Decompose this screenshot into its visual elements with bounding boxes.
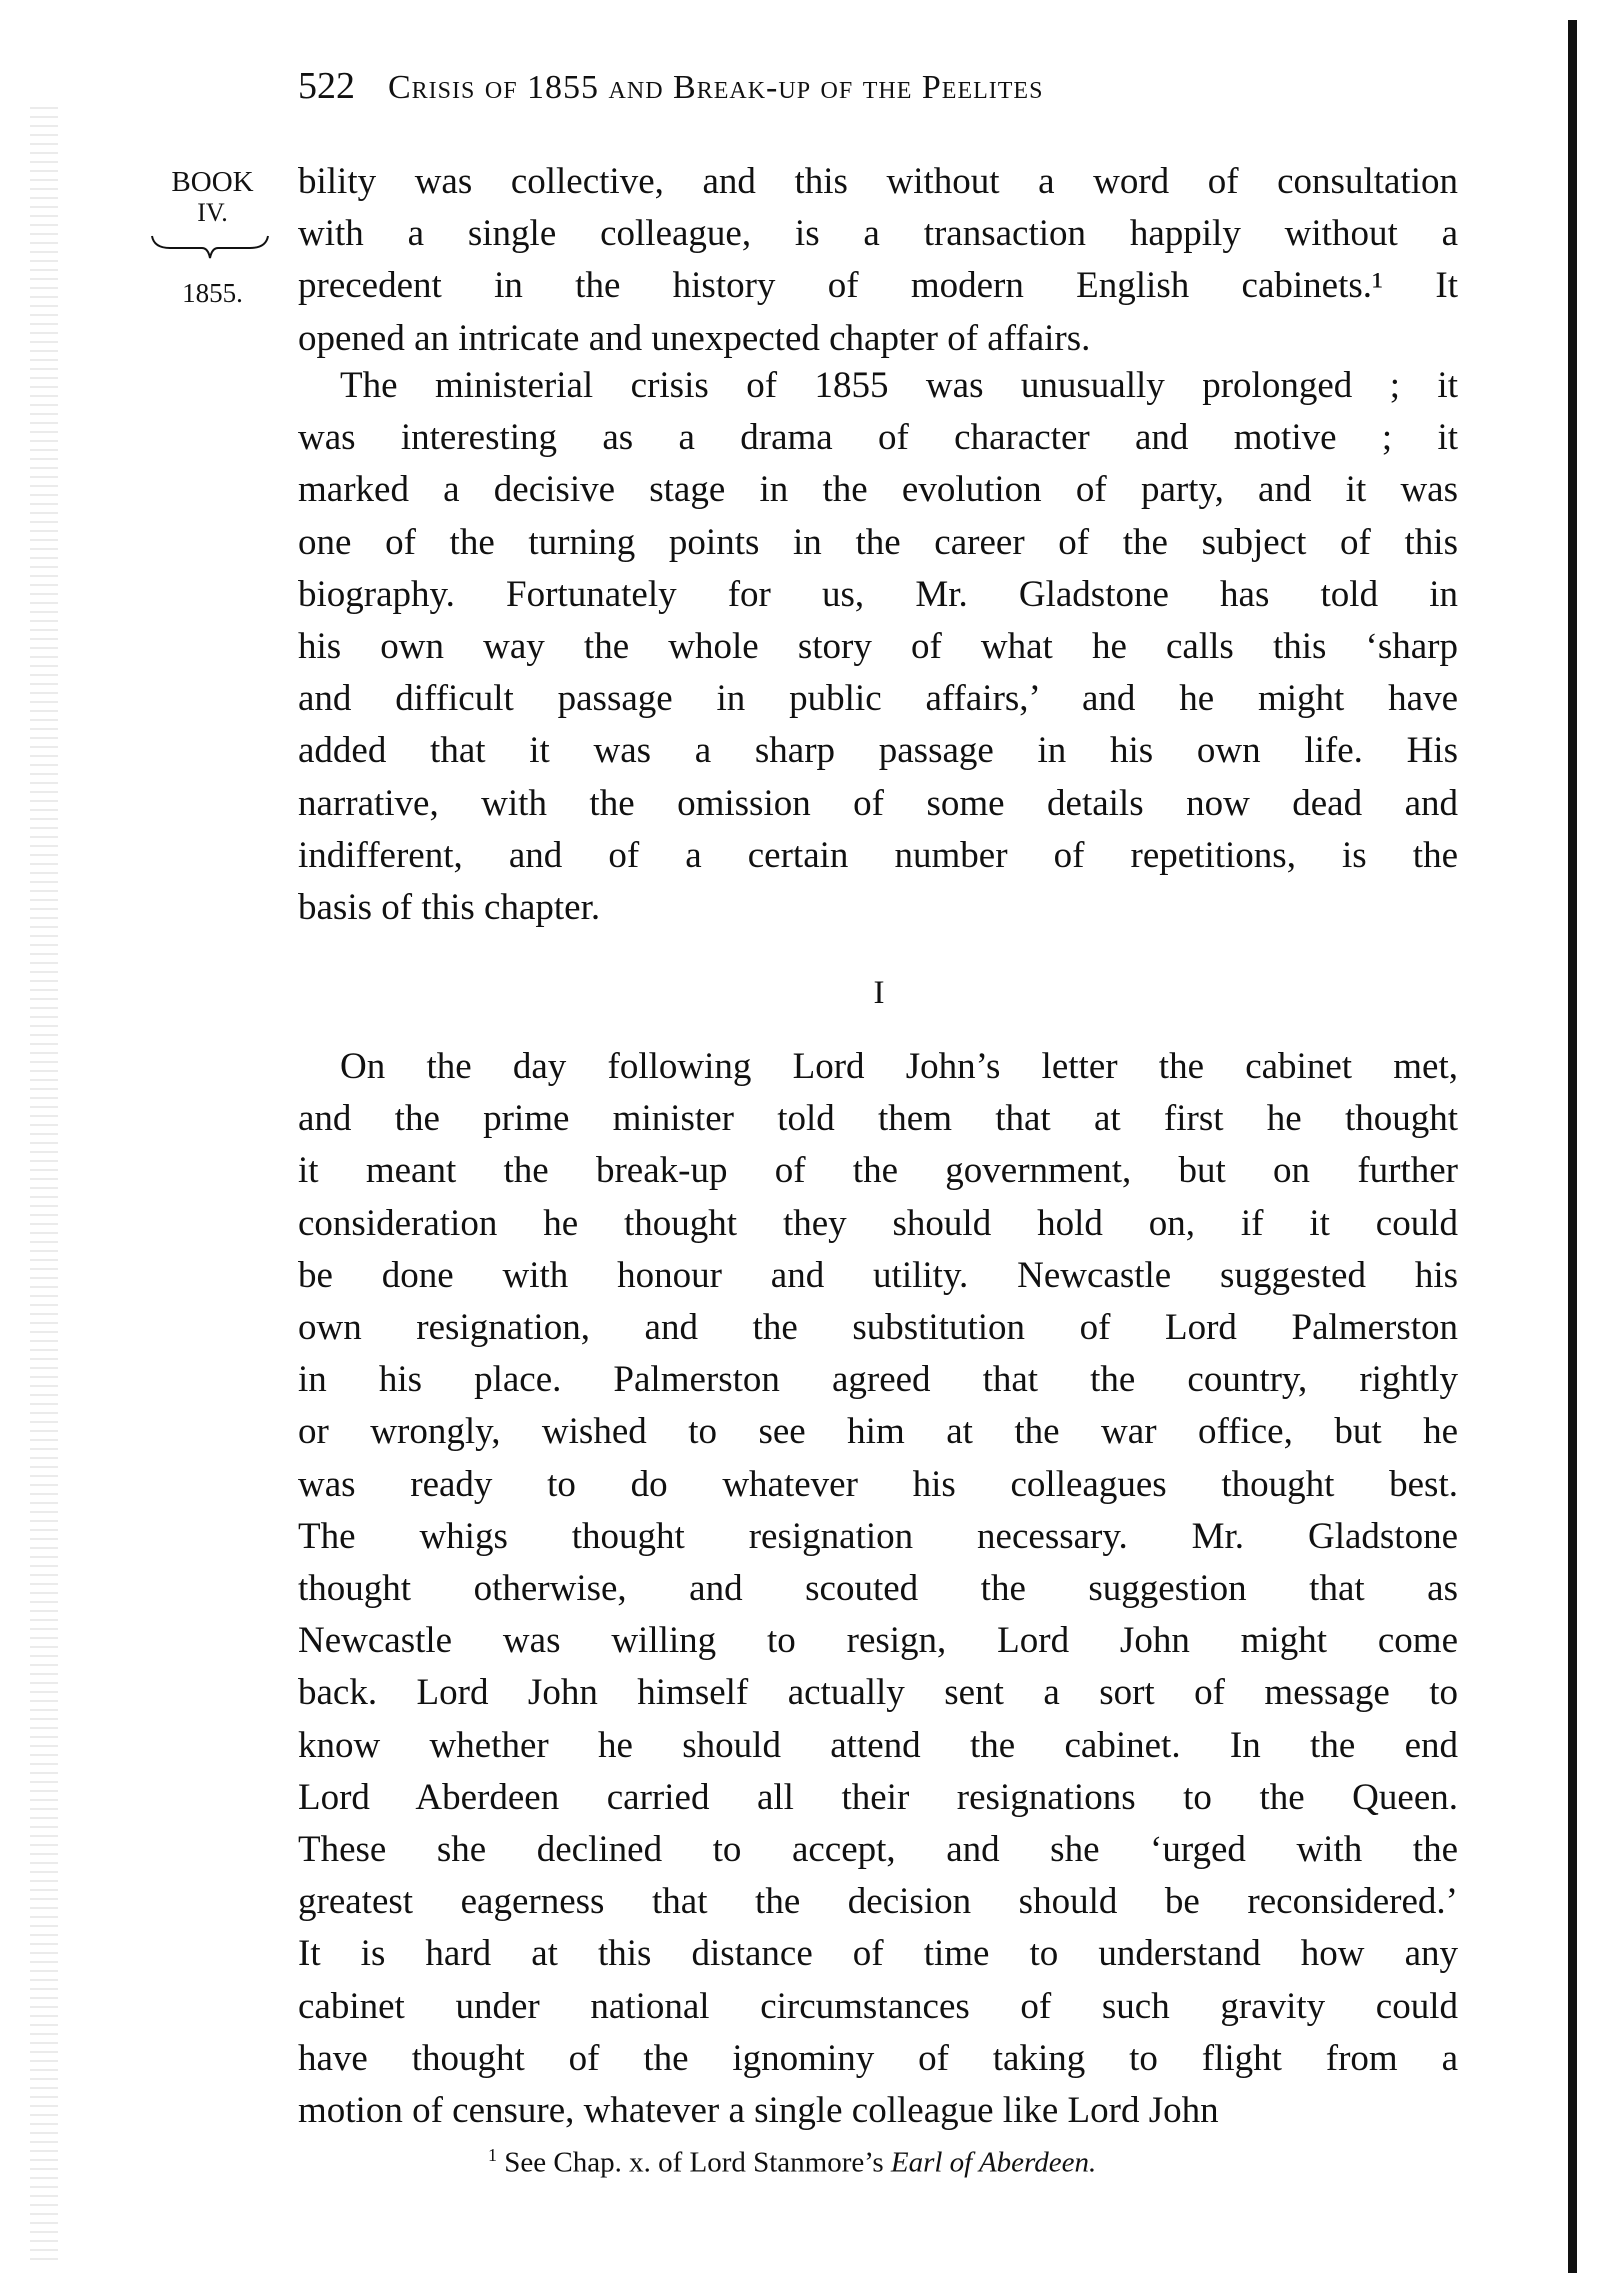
- section-heading: [0, 975, 1598, 1012]
- text-line: bility was collective, and this without a word of consultation: [298, 161, 1458, 202]
- text-line: motion of censure, whatever a single colleague like Lord John: [298, 2090, 1219, 2131]
- scan-edge-noise: [30, 100, 58, 2260]
- page-edge-rule: [1568, 20, 1577, 2273]
- margin-book: BOOK: [171, 166, 254, 198]
- text-line: his own way the whole story of what he calls this ‘sharp: [298, 626, 1458, 667]
- text-line: be done with honour and utility. Newcastle suggested his: [298, 1254, 1458, 1296]
- margin-volume: IV.: [197, 198, 228, 227]
- text-line: in his place. Palmerston agreed that the country, rightly: [298, 1359, 1458, 1401]
- text-line: have thought of the ignominy of taking to flight from a: [298, 2037, 1458, 2079]
- text-line: cabinet under national circumstances of such gravity could: [298, 1985, 1458, 2027]
- text-line: The whigs thought resignation necessary. Mr. Gladstone: [298, 1515, 1458, 1557]
- text-line: basis of this chapter.: [298, 887, 601, 928]
- text-line: it meant the break-up of the government, but on further: [298, 1150, 1458, 1192]
- text-line: precedent in the history of modern English cabinets.¹ It: [298, 265, 1458, 307]
- text-line: and the prime minister told them that at first he thought: [298, 1098, 1458, 1140]
- text-line: On the day following Lord John’s letter the cabinet met,: [340, 1046, 1458, 1087]
- text-line: thought otherwise, and scouted the suggestion that as: [298, 1568, 1458, 1609]
- text-line: with a single colleague, is a transaction happily without a: [298, 213, 1458, 255]
- text-line: consideration he thought they should hold on, if it could: [298, 1202, 1458, 1244]
- text-line: know whether he should attend the cabinet. In the end: [298, 1724, 1458, 1766]
- footnote-title: Earl of Aberdeen.: [890, 2146, 1097, 2179]
- brace-mark: [150, 232, 270, 272]
- text-line: was ready to do whatever his colleagues thought best.: [298, 1463, 1458, 1505]
- section-number: I: [873, 975, 885, 1011]
- text-line: or wrongly, wished to see him at the war office, but he: [298, 1411, 1458, 1453]
- running-header: [298, 64, 1378, 108]
- running-title: Crisis of 1855 and Break-up of the Peelites: [388, 69, 1044, 106]
- text-line: one of the turning points in the career of the subject of this: [298, 521, 1458, 563]
- text-line: and difficult passage in public affairs,’ and he might have: [298, 678, 1458, 720]
- text-line: greatest eagerness that the decision should be reconsidered.’: [298, 1881, 1458, 1923]
- text-line: back. Lord John himself actually sent a sort of message to: [298, 1672, 1458, 1714]
- text-line: was interesting as a drama of character and motive ; it: [298, 417, 1458, 459]
- text-line: own resignation, and the substitution of Lord Palmerston: [298, 1307, 1458, 1348]
- text-line: biography. Fortunately for us, Mr. Gladstone has told in: [298, 573, 1458, 615]
- footnote-marker: 1: [488, 2145, 497, 2165]
- margin-year: 1855.: [182, 278, 243, 308]
- footnote-text: See Chap. x. of Lord Stanmore’s: [504, 2146, 891, 2179]
- page-number: 522: [298, 65, 355, 107]
- text-line: The ministerial crisis of 1855 was unusually prolonged ; it: [340, 365, 1458, 406]
- text-line: Newcastle was willing to resign, Lord John might come: [298, 1620, 1458, 1662]
- footnote: [488, 2145, 1096, 2180]
- text-line: marked a decisive stage in the evolution of party, and it was: [298, 469, 1458, 511]
- text-line: Lord Aberdeen carried all their resignations to the Queen.: [298, 1776, 1458, 1818]
- text-line: opened an intricate and unexpected chapter of affairs.: [298, 317, 1091, 359]
- text-line: indifferent, and of a certain number of repetitions, is the: [298, 834, 1458, 876]
- text-line: added that it was a sharp passage in his own life. His: [298, 730, 1458, 772]
- text-line: It is hard at this distance of time to understand how any: [298, 1933, 1458, 1975]
- text-line: These she declined to accept, and she ‘urged with the: [298, 1829, 1458, 1870]
- text-line: narrative, with the omission of some details now dead and: [298, 782, 1458, 824]
